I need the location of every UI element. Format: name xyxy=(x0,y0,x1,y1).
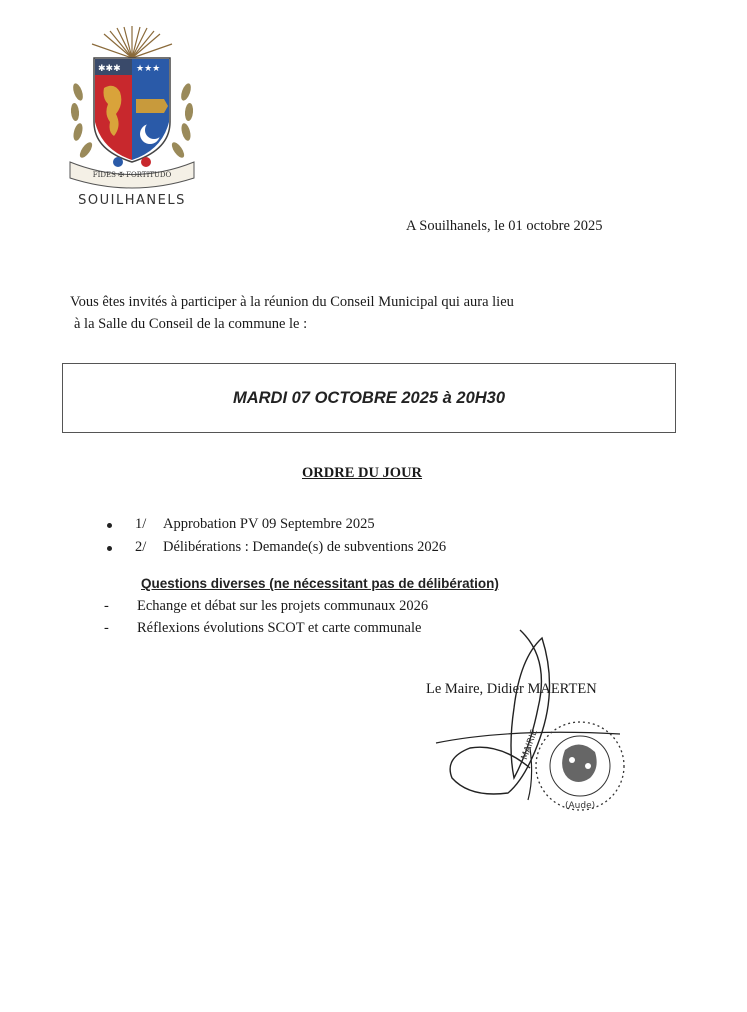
bullet-icon xyxy=(107,546,112,551)
svg-text:✱✱✱: ✱✱✱ xyxy=(98,64,121,74)
stamp-lettering-bottom: (Aude) xyxy=(565,801,596,811)
dash-marker: - xyxy=(104,620,109,636)
agenda-item-text: Approbation PV 09 Septembre 2025 xyxy=(163,516,375,532)
agenda-item-number: 2/ xyxy=(135,539,147,555)
meeting-date-title: MARDI 07 OCTOBRE 2025 à 20H30 xyxy=(232,389,506,407)
bullet-icon xyxy=(107,523,112,528)
svg-text:★★★: ★★★ xyxy=(136,64,161,74)
signature-and-stamp xyxy=(430,628,630,818)
place-date: A Souilhanels, le 01 octobre 2025 xyxy=(406,218,603,234)
misc-item-text: Réflexions évolutions SCOT et carte communale xyxy=(137,620,422,636)
agenda-item-number: 1/ xyxy=(135,516,147,532)
invitation-line-2: à la Salle du Conseil de la commune le : xyxy=(74,316,308,332)
town-name: SOUILHANELS xyxy=(78,193,186,208)
misc-item-text: Echange et débat sur les projets communaux 2026 xyxy=(137,598,429,614)
dash-marker: - xyxy=(104,598,109,614)
mayor-signature-label: Le Maire, Didier MAERTEN xyxy=(426,681,597,697)
misc-questions-title: Questions diverses (ne nécessitant pas de délibération) xyxy=(141,576,499,591)
stamp-lettering-left: MAIRIE xyxy=(519,728,541,762)
agenda-item-text: Délibérations : Demande(s) de subventions 2026 xyxy=(163,539,447,555)
agenda-title: ORDRE DU JOUR xyxy=(302,465,423,481)
coat-of-arms-logo xyxy=(62,22,202,194)
motto-lettering: FIDES ✠ FORTITUDO xyxy=(92,171,172,179)
invitation-line-1: Vous êtes invités à participer à la réunion du Conseil Municipal qui aura lieu xyxy=(70,294,514,310)
